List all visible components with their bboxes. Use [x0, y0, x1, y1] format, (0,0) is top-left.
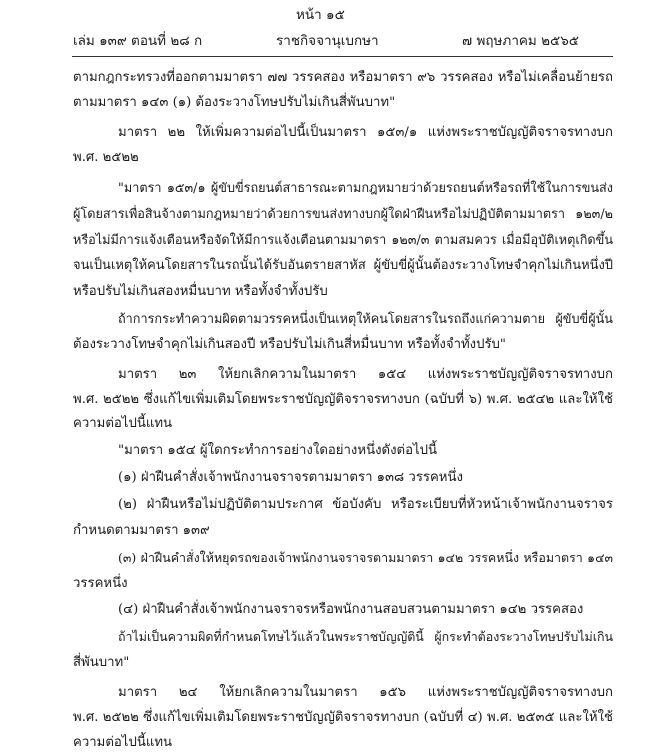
text-line: มาตรา ๒๔ ให้ยกเลิกความในมาตรา ๑๕๖ แห่งพระราชบัญญัติจราจรทางบก	[118, 685, 613, 700]
text-line: (๑) ฝ่าฝืนคำสั่งเจ้าพนักงานจราจรตามมาตรา ๑๓๘ วรรคหนึ่ง	[118, 470, 463, 485]
text-line: ถ้าไม่เป็นความผิดที่กำหนดโทษไว้แล้วในพระราชบัญญัตินี้ ผู้กระทำต้องระวางโทษปรับไม่เกิน	[118, 629, 613, 644]
text-line: มาตรา ๒๓ ให้ยกเลิกความในมาตรา ๑๕๔ แห่งพระราชบัญญัติจราจรทางบก	[118, 367, 613, 382]
text-line: จนเป็นเหตุให้คนโดยสารในรถนั้นได้รับอันตรายสาหัส ผู้ขับขี่ผู้นั้นต้องระวางโทษจำคุกไม่เกินหนึ่งปี	[73, 258, 613, 273]
text-line: พ.ศ. ๒๕๒๒	[73, 150, 139, 165]
text-line: "มาตรา ๑๕๔ ผู้ใดกระทำการอย่างใดอย่างหนึ่งดังต่อไปนี้	[118, 443, 438, 458]
text-line: "มาตรา ๑๕๓/๑ ผู้ขับขี่รถยนต์สาธารณะตามกฎหมายว่าด้วยรถยนต์หรือรถที่ใช้ในการขนส่ง	[118, 180, 613, 195]
text-line: กำหนดตามมาตรา ๑๓๙	[73, 523, 210, 538]
text-line: พ.ศ. ๒๕๒๒ ซึ่งแก้ไขเพิ่มเติมโดยพระราชบัญญัติจราจรทางบก (ฉบับที่ ๖) พ.ศ. ๒๕๔๒ และให้ใช้	[73, 392, 613, 407]
page-number: หน้า ๑๕	[296, 7, 345, 23]
text-line: มาตรา ๒๒ ให้เพิ่มความต่อไปนี้เป็นมาตรา ๑๕๓/๑ แห่งพระราชบัญญัติจราจรทางบก	[118, 125, 613, 140]
text-line: ถ้าการกระทำความผิดตามวรรคหนึ่งเป็นเหตุให้คนโดยสารในรถถึงแก่ความตาย ผู้ขับขี่ผู้นั้น	[118, 311, 613, 326]
volume-issue: เล่ม ๑๓๙ ตอนที่ ๒๘ ก	[73, 33, 203, 49]
text-line: พ.ศ. ๒๕๒๒ ซึ่งแก้ไขเพิ่มเติมโดยพระราชบัญญัติจราจรทางบก (ฉบับที่ ๔) พ.ศ. ๒๕๓๕ และให้ใช้	[73, 710, 613, 725]
text-line: ผู้โดยสารเพื่อสินจ้างตามกฎหมายว่าด้วยการขนส่งทางบกผู้ใดฝ่าฝืนหรือไม่ปฏิบัติตามมาตรา ๑๒๓/๒	[73, 206, 613, 221]
header-divider	[72, 56, 613, 57]
text-line: ความต่อไปนี้แทน	[73, 735, 173, 750]
text-line: หรือไม่มีการแจ้งเตือนหรือจัดให้มีการแจ้งเตือนตามมาตรา ๑๒๓/๓ ตามสมควร เมื่อมีอุบัติเหตุเกิดขึ้น	[73, 232, 613, 247]
text-line: ตามกฎกระทรวงที่ออกตามมาตรา ๗๗ วรรคสอง หรือมาตรา ๙๖ วรรคสอง หรือไม่เคลื่อนย้ายรถ	[73, 70, 613, 85]
text-line: (๔) ฝ่าฝืนคำสั่งเจ้าพนักงานจราจรหรือพนักงานสอบสวนตามมาตรา ๑๔๒ วรรคสอง	[118, 602, 584, 617]
gazette-name: ราชกิจจานุเบกษา	[276, 33, 379, 49]
publication-date: ๗ พฤษภาคม ๒๕๖๕	[462, 33, 580, 49]
text-line: ตามมาตรา ๑๔๓ (๑) ต้องระวางโทษปรับไม่เกินสี่พันบาท"	[73, 95, 396, 110]
text-line: ต้องระวางโทษจำคุกไม่เกินสองปี หรือปรับไม่เกินสี่หมื่นบาท หรือทั้งจำทั้งปรับ"	[73, 337, 506, 352]
text-line: วรรคหนึ่ง	[73, 576, 128, 591]
text-line: ความต่อไปนี้แทน	[73, 416, 173, 431]
text-line: (๒) ฝ่าฝืนหรือไม่ปฏิบัติตามประกาศ ข้อบังคับ หรือระเบียบที่หัวหน้าเจ้าพนักงานจราจร	[118, 497, 613, 512]
text-line: หรือปรับไม่เกินสองหมื่นบาท หรือทั้งจำทั้งปรับ	[73, 284, 328, 299]
text-line: สี่พันบาท"	[73, 655, 130, 670]
text-line: (๓) ฝ่าฝืนคำสั่งให้หยุดรถของเจ้าพนักงานจราจรตามมาตรา ๑๔๒ วรรคหนึ่ง หรือมาตรา ๑๔๓	[118, 550, 613, 565]
